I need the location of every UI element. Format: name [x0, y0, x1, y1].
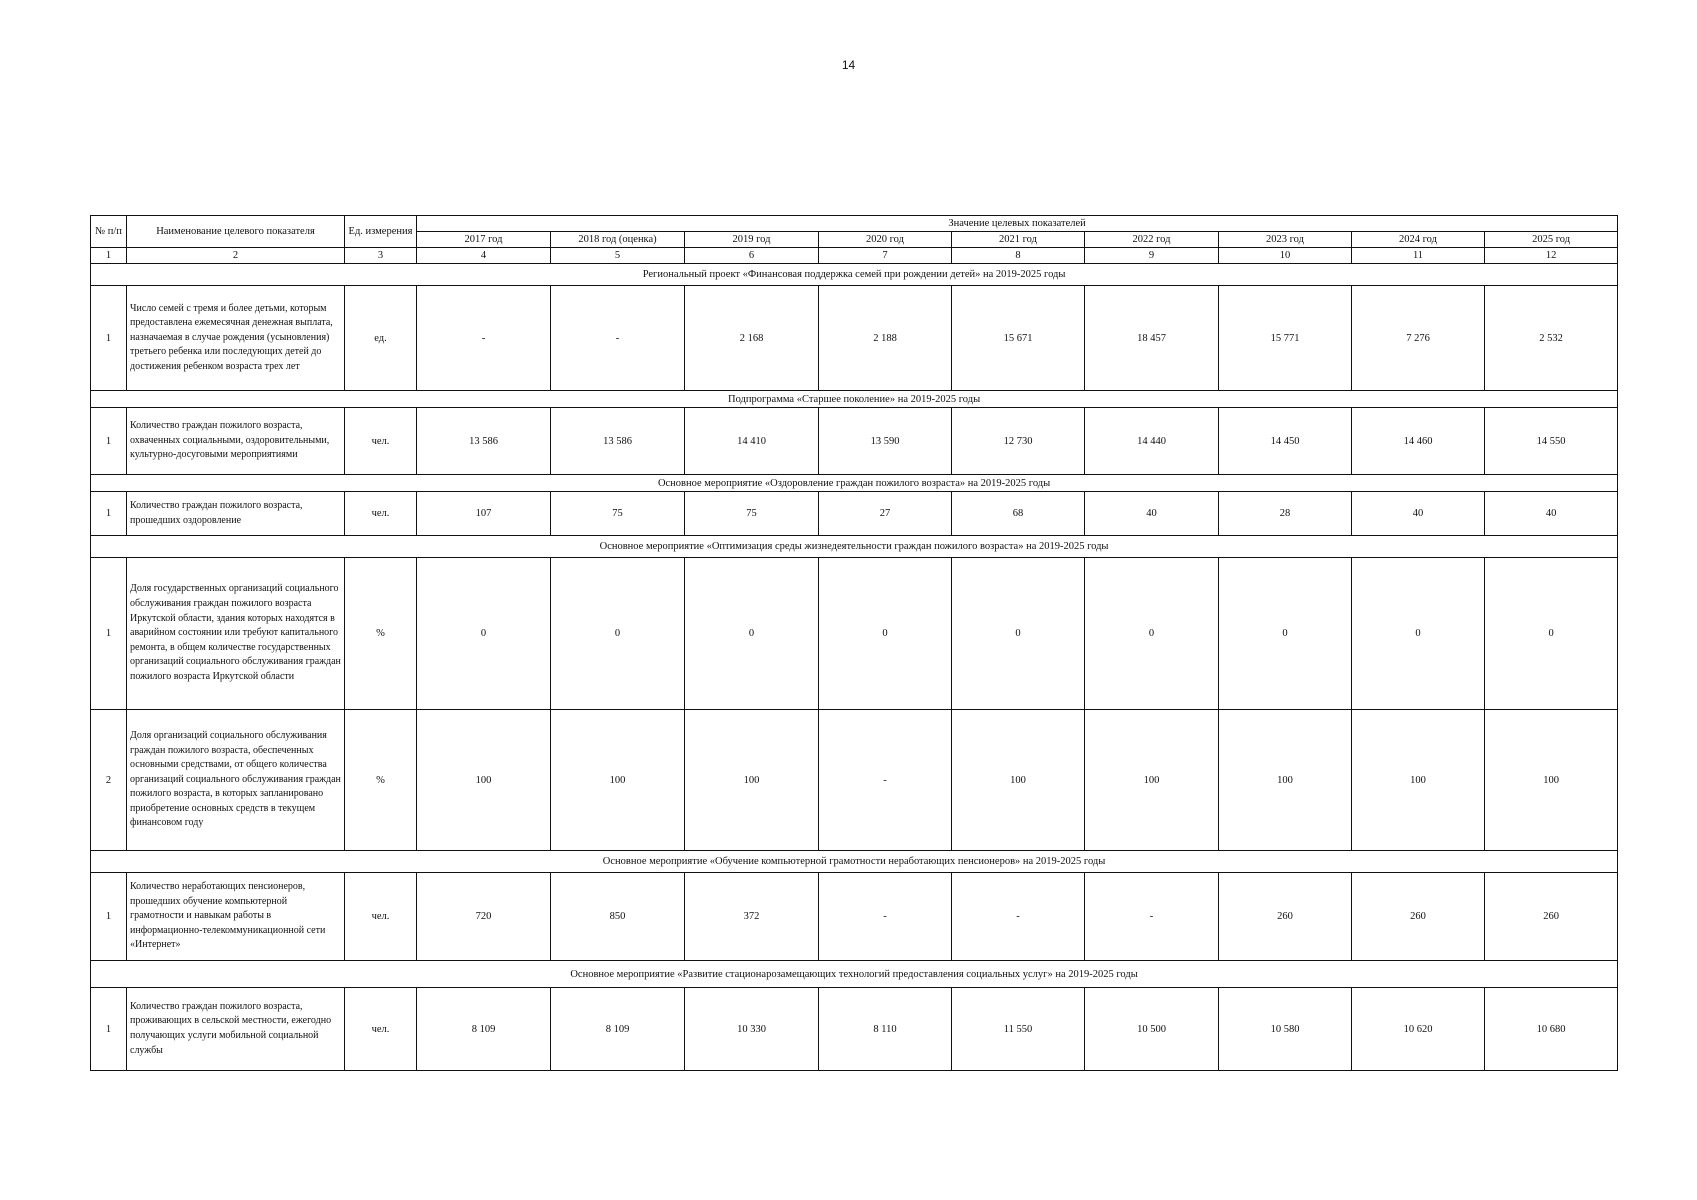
value-cell: -	[819, 873, 952, 961]
row-num: 1	[91, 558, 127, 710]
value-cell: 0	[1485, 558, 1618, 710]
value-cell: 100	[1219, 710, 1352, 851]
header-year: 2023 год	[1219, 232, 1352, 248]
section-title-row	[91, 391, 1618, 408]
header-year: 2022 год	[1085, 232, 1219, 248]
value-cell: 0	[685, 558, 819, 710]
value-cell: 14 440	[1085, 408, 1219, 475]
indicator-name: Количество неработающих пенсионеров, прошедших обучение компьютерной грамотности и навыкам работы в информационно-телекоммуникационной сети «Интернет»	[127, 873, 345, 961]
header-year: 2021 год	[952, 232, 1085, 248]
value-cell: 100	[1485, 710, 1618, 851]
value-cell: 100	[551, 710, 685, 851]
indicators-table	[90, 215, 1618, 1071]
unit-cell: ед.	[345, 286, 417, 391]
value-cell: 372	[685, 873, 819, 961]
value-cell: 14 450	[1219, 408, 1352, 475]
value-cell: 11 550	[952, 988, 1085, 1071]
section-title-row	[91, 264, 1618, 286]
header-year: 2017 год	[417, 232, 551, 248]
indicator-name: Количество граждан пожилого возраста, проживающих в сельской местности, ежегодно получающих услуги мобильной социальной службы	[127, 988, 345, 1071]
value-cell: 10 330	[685, 988, 819, 1071]
value-cell: 100	[685, 710, 819, 851]
value-cell: 28	[1219, 492, 1352, 536]
col-number: 8	[952, 248, 1085, 264]
value-cell: 850	[551, 873, 685, 961]
value-cell: 7 276	[1352, 286, 1485, 391]
value-cell: 68	[952, 492, 1085, 536]
value-cell: 8 110	[819, 988, 952, 1071]
value-cell: 0	[551, 558, 685, 710]
table-row	[91, 492, 1618, 536]
value-cell: 720	[417, 873, 551, 961]
indicator-name: Доля организаций социального обслуживания граждан пожилого возраста, обеспеченных основными средствами, от общего количества организаций социального обслуживания граждан пожилого возраста, в которых запланировано приобретение основных средств в текущем финансовом году	[127, 710, 345, 851]
value-cell: 0	[952, 558, 1085, 710]
value-cell: 14 550	[1485, 408, 1618, 475]
row-num: 2	[91, 710, 127, 851]
table-row	[91, 286, 1618, 391]
row-num: 1	[91, 873, 127, 961]
value-cell: 260	[1352, 873, 1485, 961]
col-number: 1	[91, 248, 127, 264]
row-num: 1	[91, 492, 127, 536]
header-year: 2018 год (оценка)	[551, 232, 685, 248]
header-name: Наименование целевого показателя	[127, 216, 345, 248]
value-cell: 40	[1485, 492, 1618, 536]
table-row	[91, 408, 1618, 475]
value-cell: 100	[1085, 710, 1219, 851]
unit-cell: чел.	[345, 492, 417, 536]
header-row-top	[91, 216, 1618, 232]
unit-cell: чел.	[345, 408, 417, 475]
indicator-name: Доля государственных организаций социального обслуживания граждан пожилого возраста Иркутской области, здания которых находятся в аварийном состоянии или требуют капитального ремонта, в общем количестве государственных организаций социального обслуживания граждан пожилого возраста Иркутской области	[127, 558, 345, 710]
value-cell: 18 457	[1085, 286, 1219, 391]
value-cell: 75	[551, 492, 685, 536]
value-cell: 10 680	[1485, 988, 1618, 1071]
col-number: 9	[1085, 248, 1219, 264]
value-cell: 100	[417, 710, 551, 851]
unit-cell: чел.	[345, 873, 417, 961]
value-cell: 13 586	[551, 408, 685, 475]
indicator-name: Количество граждан пожилого возраста, прошедших оздоровление	[127, 492, 345, 536]
value-cell: -	[819, 710, 952, 851]
unit-cell: %	[345, 710, 417, 851]
value-cell: 27	[819, 492, 952, 536]
value-cell: 15 671	[952, 286, 1085, 391]
row-num: 1	[91, 988, 127, 1071]
header-year: 2020 год	[819, 232, 952, 248]
section-title-row	[91, 536, 1618, 558]
value-cell: 75	[685, 492, 819, 536]
value-cell: 0	[1085, 558, 1219, 710]
value-cell: 260	[1485, 873, 1618, 961]
value-cell: 260	[1219, 873, 1352, 961]
section-title-row	[91, 851, 1618, 873]
section-title: Подпрограмма «Старшее поколение» на 2019-2025 годы	[91, 391, 1618, 408]
section-title: Основное мероприятие «Оздоровление граждан пожилого возраста» на 2019-2025 годы	[91, 475, 1618, 492]
value-cell: 2 188	[819, 286, 952, 391]
table-row	[91, 558, 1618, 710]
page-number: 14	[841, 58, 856, 72]
value-cell: 10 620	[1352, 988, 1485, 1071]
value-cell: 0	[1219, 558, 1352, 710]
header-year: 2025 год	[1485, 232, 1618, 248]
unit-cell: чел.	[345, 988, 417, 1071]
table-row	[91, 873, 1618, 961]
indicator-name: Количество граждан пожилого возраста, охваченных социальными, оздоровительными, культурно-досуговыми мероприятиями	[127, 408, 345, 475]
value-cell: 0	[417, 558, 551, 710]
value-cell: 107	[417, 492, 551, 536]
value-cell: 14 410	[685, 408, 819, 475]
table-row	[91, 988, 1618, 1071]
value-cell: 8 109	[417, 988, 551, 1071]
col-number: 10	[1219, 248, 1352, 264]
header-year: 2019 год	[685, 232, 819, 248]
value-cell: 10 500	[1085, 988, 1219, 1071]
value-cell: 40	[1085, 492, 1219, 536]
row-num: 1	[91, 408, 127, 475]
unit-cell: %	[345, 558, 417, 710]
section-title: Основное мероприятие «Оптимизация среды жизнедеятельности граждан пожилого возраста» на 2019-2025 годы	[91, 536, 1618, 558]
value-cell: 15 771	[1219, 286, 1352, 391]
value-cell: 14 460	[1352, 408, 1485, 475]
header-num: № п/п	[91, 216, 127, 248]
col-number: 5	[551, 248, 685, 264]
section-title-row	[91, 475, 1618, 492]
header-row-col-numbers	[91, 248, 1618, 264]
header-unit: Ед. измерения	[345, 216, 417, 248]
col-number: 7	[819, 248, 952, 264]
value-cell: 2 168	[685, 286, 819, 391]
value-cell: 40	[1352, 492, 1485, 536]
section-title: Основное мероприятие «Развитие стационарозамещающих технологий предоставления социальных услуг» на 2019-2025 годы	[91, 961, 1618, 988]
value-cell: 12 730	[952, 408, 1085, 475]
value-cell: 2 532	[1485, 286, 1618, 391]
table-row	[91, 710, 1618, 851]
section-title: Региональный проект «Финансовая поддержка семей при рождении детей» на 2019-2025 годы	[91, 264, 1618, 286]
value-cell: 0	[819, 558, 952, 710]
col-number: 4	[417, 248, 551, 264]
row-num: 1	[91, 286, 127, 391]
section-title: Основное мероприятие «Обучение компьютерной грамотности неработающих пенсионеров» на 2019-2025 годы	[91, 851, 1618, 873]
value-cell: 100	[952, 710, 1085, 851]
header-values-group: Значение целевых показателей	[417, 216, 1618, 232]
value-cell: -	[417, 286, 551, 391]
value-cell: 8 109	[551, 988, 685, 1071]
value-cell: 10 580	[1219, 988, 1352, 1071]
section-title-row	[91, 961, 1618, 988]
col-number: 11	[1352, 248, 1485, 264]
value-cell: -	[952, 873, 1085, 961]
value-cell: -	[1085, 873, 1219, 961]
col-number: 3	[345, 248, 417, 264]
header-year: 2024 год	[1352, 232, 1485, 248]
value-cell: 100	[1352, 710, 1485, 851]
value-cell: -	[551, 286, 685, 391]
col-number: 2	[127, 248, 345, 264]
col-number: 6	[685, 248, 819, 264]
indicator-name: Число семей с тремя и более детьми, которым предоставлена ежемесячная денежная выплата, назначаемая в случае рождения (усыновления) третьего ребенка или последующих детей до достижения ребенком возраста трех лет	[127, 286, 345, 391]
value-cell: 13 586	[417, 408, 551, 475]
value-cell: 13 590	[819, 408, 952, 475]
col-number: 12	[1485, 248, 1618, 264]
value-cell: 0	[1352, 558, 1485, 710]
